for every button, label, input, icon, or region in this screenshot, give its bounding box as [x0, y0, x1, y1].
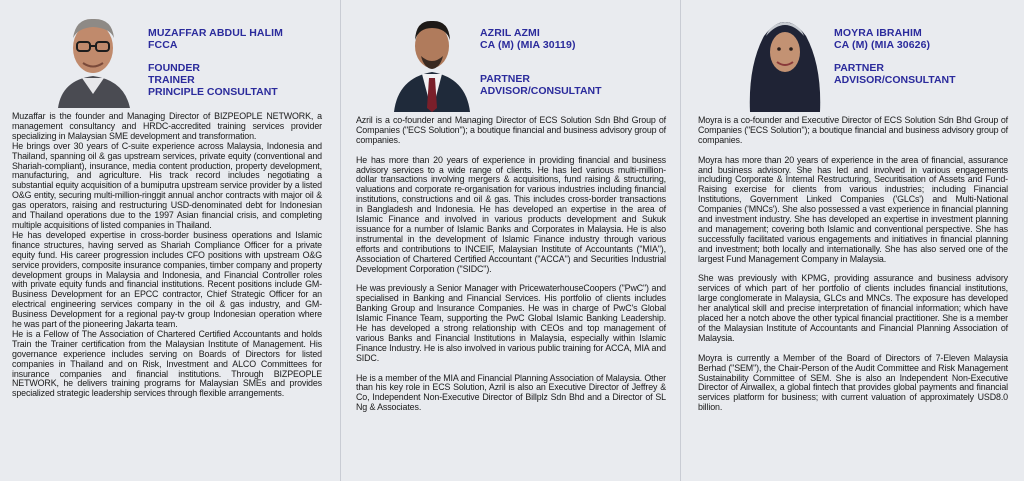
role-line: TRAINER [148, 74, 195, 86]
profile-roles [148, 62, 278, 98]
profile-name [148, 27, 283, 51]
profile-name [834, 27, 930, 51]
portrait-moyra [746, 6, 824, 112]
bio-paragraph: Azril is a co-founder and Managing Director of ECS Solution Sdn Bhd Group of Companies ("ECS Solution"); a boutique financial and business advisory group of companies. [356, 115, 666, 145]
role-line: PRINCIPLE CONSULTANT [148, 86, 278, 98]
profile-bio [12, 112, 322, 399]
profile-bio [698, 116, 1008, 413]
profile-azril [340, 0, 680, 481]
profile-roles [834, 62, 956, 86]
bio-paragraph: She was previously with KPMG, providing assurance and business advisory services of which part of her portfolio of clients includes financial institutions, large conglomerate in Malaysia, GLCs and MNCs. The exposure has developed her analytical skill and precise interpretation of financial information; which have placed her a notch above the other typical financial practitioner. She is a member of the Malaysian Institute of Accountants and Financial Planning Association of Malaysia. [698, 273, 1008, 343]
profile-name [480, 27, 576, 51]
bio-paragraph: He was previously a Senior Manager with PricewaterhouseCoopers ("PwC") and specialised in Banking and Financial Services. His portfolio of clients includes Banking Group and Insurance Companies. He was in charge of PwC's Global Islamic Finance Team, supporting the PwC Global Islamic Banking Leadership. He has developed a strong relationship with CEOs and top management of various Banks and Financial Institutions in Malaysia, especially within Islamic Finance Industry. He is also involved in various public training for ACCA, MIA and SIDC. [356, 283, 666, 363]
profile-moyra [680, 0, 1024, 481]
credential-line: CA (M) (MIA 30626) [834, 39, 931, 51]
role-line: FOUNDER [148, 62, 200, 74]
role-line: PARTNER [480, 73, 530, 85]
bio-paragraph: Muzaffar is the founder and Managing Director of BIZPEOPLE NETWORK, a management consultancy and HRDC-accredited training services provider specializing in Malaysian SME development and transformation. [12, 111, 322, 141]
name-line: AZRIL AZMI [480, 27, 540, 39]
bio-paragraph: He is a member of the MIA and Financial Planning Association of Malaysia. Other than his key role in ECS Solution, Azril is also an Executive Director of Jeffrey & Co, Independent Non-Executive Director of Billplz Sdn Bhd and a Director of SL Ng & Associates. [356, 372, 666, 413]
bio-paragraph: He has more than 20 years of experience in providing financial and business advisory services to a wide range of clients. He has led various multi-million-dollar transactions involving mergers & acquisitions, fund raising & structuring, valuations and corporate re-organisation for various industries including financial institutions, constructions and oil & gas. This includes cross-border transactions in Bangladesh and Indonesia. He has developed an expertise in the area of Islamic Finance and involved in various products development and Sukuk issuance for a number of Islamic Banks and Corporates in Malaysia. He is also instrumental in the development of Islamic Finance industry through various efforts and contributions to INCEIF, Malaysian Institute of Accountants ("MIA"), Association of Chartered Certified Accountant ("ACCA") and Securities Industrial Development Corporation ("SIDC"). [356, 154, 666, 274]
profile-bio [356, 116, 666, 413]
portrait-azril [392, 8, 472, 112]
role-line: PARTNER [834, 62, 884, 74]
bio-paragraph: He has developed expertise in cross-border business operations and Islamic finance structures, having served as Shariah Compliance Officer for a private equity fund. His career progression includes CFO positions with upstream O&G service providers, composite insurance companies, timber company and property development groups in Malaysia and Indonesia, and Financial Controller roles with private equity funds and financial institutions. Recent positions include GM-Business Development for an EPCC contractor, Chief Strategic Officer for an electrical engineering services company in the oil & gas industry, and GM-Business Development for a regional pay-tv group Indonesian operation where he was part of the pioneering Jakarta team. [12, 229, 322, 330]
role-line: ADVISOR/CONSULTANT [480, 85, 602, 97]
bio-paragraph: He brings over 30 years of C-suite experience across Malaysia, Indonesia and Thailand, spanning oil & gas upstream services, private equity (conventional and Shariah-compliant), insurance, media content production, property development, manufacturing, and agriculture. His track record includes negotiating a substantial equity acquisition of a bumiputra upstream service provider by a listed O&G entity, securing multi-million-ringgit annual anchor contracts with major oil & gas operators, raising and restructuring USD-denominated debt for Indonesian and Thailand operations due to the 1997 Asian financial crisis, and completing multiple acquisitions of listed companies in Thailand. [12, 140, 322, 230]
profile-roles [480, 73, 602, 97]
bio-paragraph: He is a Fellow of The Association of Chartered Certified Accountants and holds Train the Trainer certification from the Malaysian Institute of Management. His governance experience includes serving on Boards of Directors for listed companies in Thailand and on Risk, Investment and ALCO Committees for insurance companies and financial institutions. Through BIZPEOPLE NETWORK, he delivers training programs for Malaysian SMEs and provides specialized strategic leadership services through flexible arrangements. [12, 328, 322, 399]
credential-line: FCCA [148, 39, 178, 51]
role-line: ADVISOR/CONSULTANT [834, 74, 956, 86]
portrait-muzaffar [52, 8, 134, 108]
bio-paragraph: Moyra is currently a Member of the Board of Directors of 7-Eleven Malaysia Berhad ("SEM"), the Chair-Person of the Audit Committee and Risk Management Sustainability Committee of SEM. She is also an Independent Non-Executive Director of Airwallex, a global fintech that provides global payments and financial services platform for business; with current valuation of approximately USD8.0 billion. [698, 352, 1008, 413]
name-line: MUZAFFAR ABDUL HALIM [148, 27, 283, 39]
bio-paragraph: Moyra is a co-founder and Executive Director of ECS Solution Sdn Bhd Group of Companies ("ECS Solution"); a boutique financial and business advisory group of companies. [698, 115, 1008, 145]
bio-paragraph: Moyra has more than 20 years of experience in the area of financial, assurance and business advisory. She has led and involved in various engagements including Corporate & Internal Restructuring, Securitisation of Assets and Fund-Raising exercise for clients from various industries; including Financial Institutions, Government Linked Companies ('GLCs') and Multi-National Companies ('MNCs'). She also possessed a vast experience in financial planning and investment industry. She has developed an expertise in investment planning and management; covering both Islamic and conventional perspective. She has successfully facilitated various engagements and initiatives in financial planning and investment; both locally and internationally. She has also served one of the largest Fund Management Company in Malaysia. [698, 154, 1008, 264]
name-line: MOYRA IBRAHIM [834, 27, 922, 39]
credential-line: CA (M) (MIA 30119) [480, 39, 576, 51]
profile-muzaffar [0, 0, 340, 481]
